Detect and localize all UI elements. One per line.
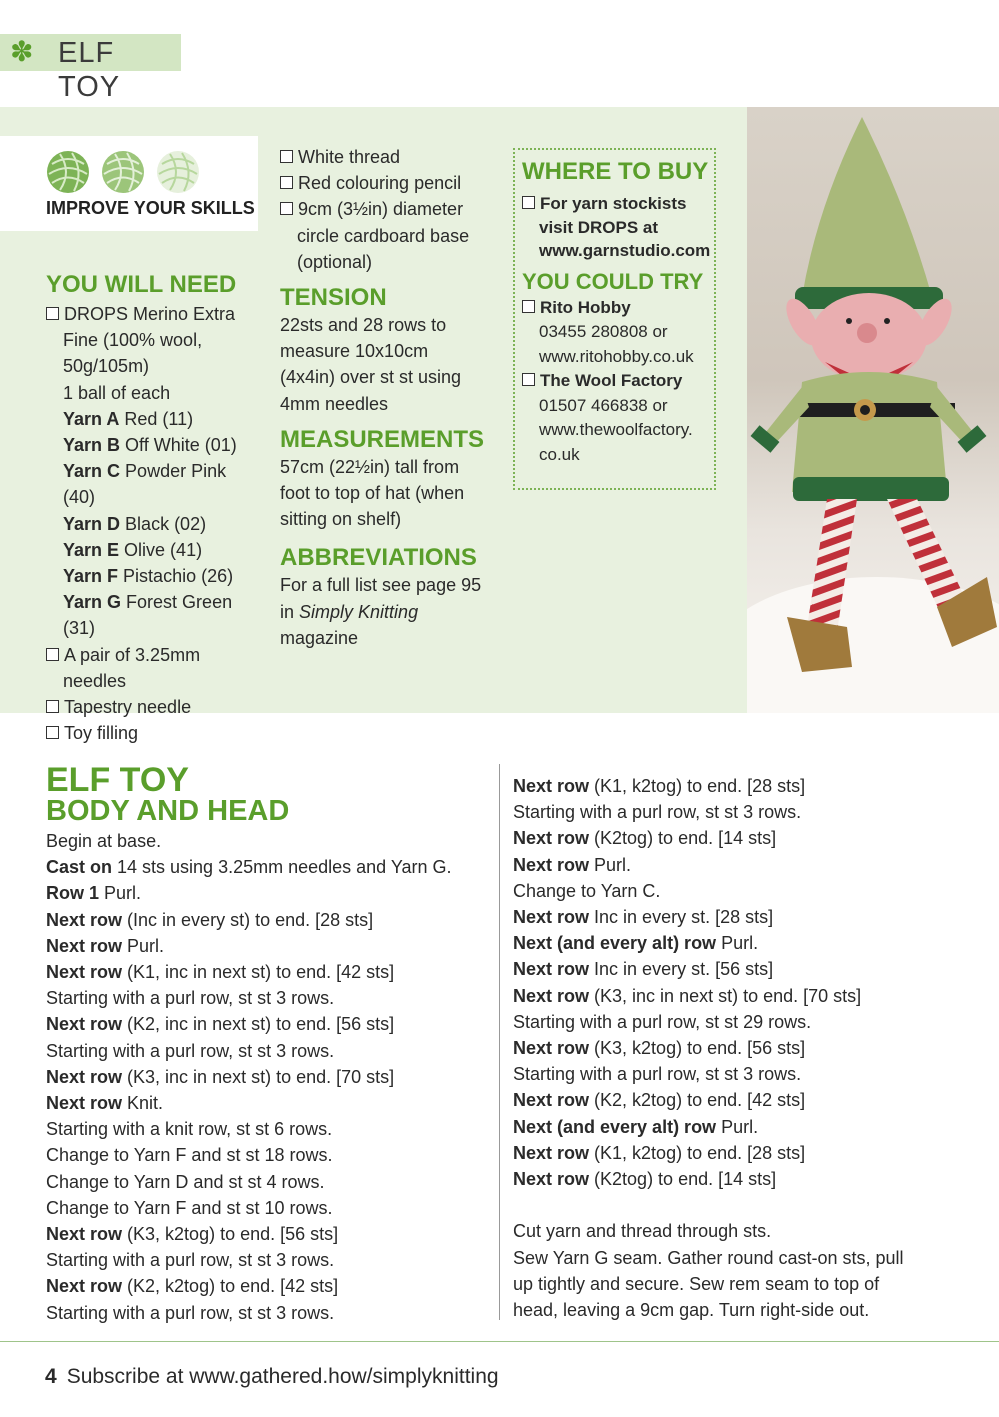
pattern-row: Next row Inc in every st. [28 sts] — [513, 907, 774, 928]
pattern-row: Change to Yarn F and st st 10 rows. — [46, 1197, 333, 1218]
you-will-need-section — [46, 271, 261, 746]
tension-heading: TENSION — [280, 284, 387, 312]
pattern-row: up tightly and secure. Sew rem seam to top of — [513, 1273, 880, 1294]
stockist-text: visit DROPS at — [539, 217, 659, 237]
pattern-row: Next row Knit. — [46, 1093, 164, 1114]
shop-name: The Wool Factory — [522, 369, 712, 394]
pattern-left-column — [46, 761, 496, 1326]
pattern-row: Starting with a knit row, st st 6 rows. — [46, 1119, 333, 1140]
measurements-heading: MEASUREMENTS — [280, 425, 485, 453]
pattern-row: Next row (K3, inc in next st) to end. [70 sts] — [513, 985, 862, 1006]
checklist-item-text: needles — [63, 670, 127, 691]
pattern-row: Sew Yarn G seam. Gather round cast-on sts, pull — [513, 1247, 904, 1268]
pattern-row: Next row (K2, inc in next st) to end. [56 sts] — [46, 1014, 395, 1035]
checkbox-icon — [522, 300, 535, 313]
you-will-need-heading: YOU WILL NEED — [46, 271, 237, 298]
materials-column-2 — [280, 144, 500, 651]
pattern-row: Next row (K1, inc in next st) to end. [42 sts] — [46, 962, 395, 983]
skill-level-box — [0, 136, 258, 231]
pattern-row — [513, 1192, 983, 1218]
checklist-item: DROPS Merino Extra — [46, 301, 261, 327]
pattern-row: Cast on 14 sts using 3.25mm needles and Yarn G. — [46, 857, 452, 878]
pattern-row: Next row (K2tog) to end. [14 sts] — [513, 1169, 777, 1190]
stockist-link: www.garnstudio.com — [539, 241, 711, 260]
checklist-item-text: 50g/105m) — [63, 356, 150, 377]
yarn-line: Yarn D Black (02) — [63, 513, 207, 534]
page-number: 4 — [45, 1365, 57, 1388]
checklist-item-text: (optional) — [297, 251, 373, 272]
pattern-row: Cut yarn and thread through sts. — [513, 1221, 772, 1242]
pattern-row: Next row Purl. — [46, 935, 165, 956]
yarn-ball-icon — [46, 150, 90, 194]
shop-name: Rito Hobby — [522, 296, 712, 321]
checkbox-icon — [522, 373, 535, 386]
shop-link: www.thewoolfactory. — [539, 420, 693, 439]
shop-contact: 03455 280808 or — [539, 322, 668, 341]
yarn-line: Yarn C Powder Pink (40) — [63, 461, 227, 508]
yarn-ball-icon — [156, 150, 200, 194]
shop-link: www.ritohobby.co.uk — [539, 346, 694, 366]
yarn-line: Yarn F Pistachio (26) — [63, 566, 234, 587]
pattern-row: Starting with a purl row, st st 29 rows. — [513, 1011, 812, 1032]
checkbox-icon — [46, 726, 59, 739]
pattern-row: Next row Inc in every st. [56 sts] — [513, 959, 774, 980]
yarn-line: Yarn G Forest Green (31) — [63, 592, 233, 639]
checkbox-icon — [280, 150, 293, 163]
pattern-row: Next row (K3, k2tog) to end. [56 sts] — [513, 1038, 806, 1059]
abbreviations-text: For a full list see page 95 in Simply Knitting magazine — [280, 575, 482, 648]
checkbox-icon — [280, 176, 293, 189]
pattern-row: Next row Purl. — [513, 854, 632, 875]
pattern-row: Starting with a purl row, st st 3 rows. — [46, 1040, 335, 1061]
magazine-name: Simply Knitting — [299, 601, 419, 622]
pattern-row: Change to Yarn C. — [513, 880, 661, 901]
flower-icon: ✽ — [10, 36, 34, 67]
checklist-item-text: circle cardboard base — [297, 225, 470, 246]
pattern-row: head, leaving a 9cm gap. Turn right-side out. — [513, 1300, 870, 1321]
pattern-row: Row 1 Purl. — [46, 883, 142, 904]
pattern-row: Next row (K2tog) to end. [14 sts] — [513, 828, 777, 849]
checkbox-icon — [280, 202, 293, 215]
shop-contact: 01507 466838 or — [539, 395, 668, 415]
pattern-row: Next row (K3, k2tog) to end. [56 sts] — [46, 1224, 339, 1245]
shop-link: co.uk — [539, 444, 580, 464]
checklist-item: Tapestry needle — [46, 694, 261, 720]
tension-text: 22sts and 28 rows to measure 10x10cm (4x4in) over st st using 4mm needles — [280, 315, 462, 414]
pattern-row: Change to Yarn F and st st 18 rows. — [46, 1145, 333, 1166]
skills-label: IMPROVE YOUR SKILLS — [46, 198, 255, 218]
pattern-row: Next row (K3, inc in next st) to end. [70 sts] — [46, 1066, 395, 1087]
elf-toy-photo — [747, 107, 999, 713]
pattern-row: Change to Yarn D and st st 4 rows. — [46, 1171, 325, 1192]
pattern-title: ELF TOY — [46, 761, 189, 799]
measurements-text: 57cm (22½in) tall from foot to top of hat (when sitting on shelf) — [280, 456, 465, 530]
checkbox-icon — [522, 196, 535, 209]
abbreviations-heading: ABBREVIATIONS — [280, 544, 477, 572]
yarn-ball-icon — [101, 150, 145, 194]
column-divider — [499, 764, 500, 1320]
checklist-item: 9cm (3½in) diameter — [280, 196, 500, 222]
checklist-item-text: 1 ball of each — [63, 382, 171, 403]
pattern-row: Starting with a purl row, st st 3 rows. — [513, 802, 802, 823]
checklist-item: White thread — [280, 144, 500, 170]
section-header — [0, 34, 181, 103]
pattern-row: Next row (K2, k2tog) to end. [42 sts] — [513, 1090, 806, 1111]
page-title: ELF TOY — [58, 37, 121, 103]
pattern-row: Starting with a purl row, st st 3 rows. — [46, 988, 335, 1009]
pattern-row: Next (and every alt) row Purl. — [513, 1116, 759, 1137]
checklist-item: A pair of 3.25mm — [46, 642, 261, 668]
pattern-row: Next (and every alt) row Purl. — [513, 933, 759, 954]
footer-rule — [0, 1341, 999, 1342]
pattern-row: Next row (K1, k2tog) to end. [28 sts] — [513, 1142, 806, 1163]
checkbox-icon — [46, 307, 59, 320]
where-to-buy-box — [513, 148, 716, 490]
pattern-right-column — [513, 773, 983, 1323]
pattern-row: Starting with a purl row, st st 3 rows. — [513, 1064, 802, 1085]
subscribe-link[interactable]: Subscribe at www.gathered.how/simplyknitting — [66, 1365, 499, 1388]
checklist-item: For yarn stockists — [522, 192, 712, 216]
checklist-item-text: Fine (100% wool, — [63, 330, 203, 351]
pattern-subtitle: BODY AND HEAD — [46, 795, 290, 827]
pattern-row: Next row (K2, k2tog) to end. [42 sts] — [46, 1276, 339, 1297]
pattern-row: Starting with a purl row, st st 3 rows. — [46, 1302, 335, 1323]
yarn-line: Yarn A Red (11) — [63, 408, 194, 429]
could-try-heading: YOU COULD TRY — [522, 268, 704, 294]
checklist-item: Red colouring pencil — [280, 170, 500, 196]
where-to-buy-heading: WHERE TO BUY — [522, 158, 709, 185]
pattern-row: Next row (K1, k2tog) to end. [28 sts] — [513, 776, 806, 796]
checklist-item: Toy filling — [46, 720, 261, 746]
pattern-row: Begin at base. — [46, 831, 162, 851]
yarn-line: Yarn E Olive (41) — [63, 539, 203, 560]
checkbox-icon — [46, 648, 59, 661]
yarn-line: Yarn B Off White (01) — [63, 435, 237, 456]
pattern-row: Next row (Inc in every st) to end. [28 sts] — [46, 909, 374, 930]
checkbox-icon — [46, 700, 59, 713]
pattern-row: Starting with a purl row, st st 3 rows. — [46, 1250, 335, 1271]
page-footer — [45, 1365, 499, 1389]
